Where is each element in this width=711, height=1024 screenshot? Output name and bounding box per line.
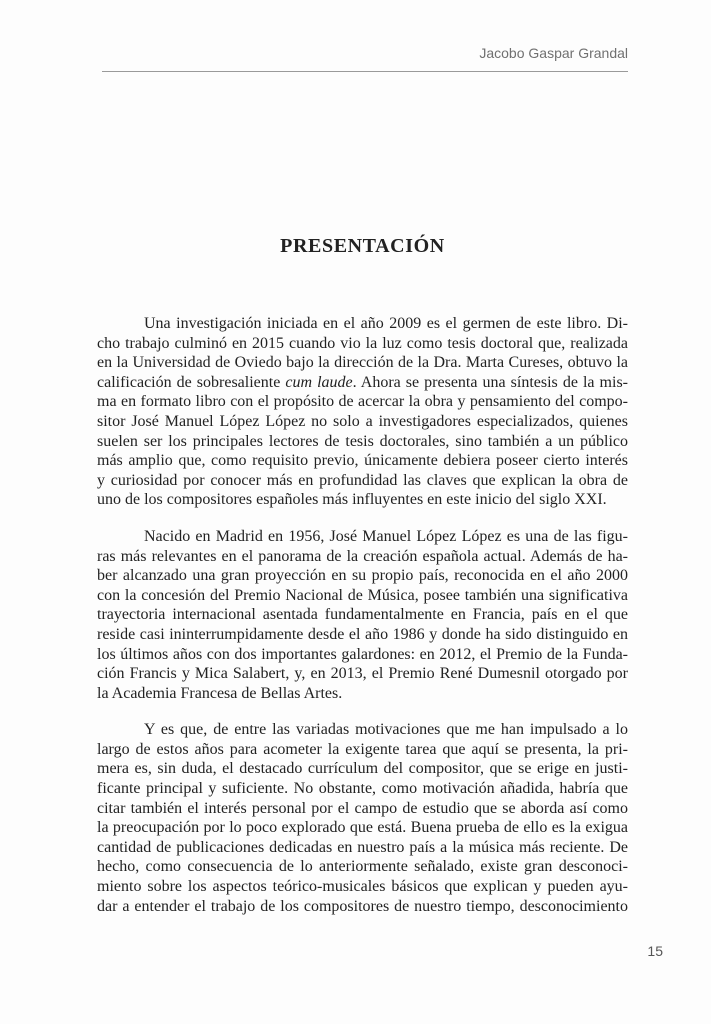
text-segment: Una investigación iniciada en el año 2009 es el germen de este libro. Di- bbox=[144, 315, 628, 332]
text-line bbox=[97, 490, 628, 510]
text-segment: en la Universidad de Oviedo bajo la dirección de la Dra. Marta Cureses, obtuvo la bbox=[97, 354, 628, 372]
text-line bbox=[97, 720, 628, 740]
text-line bbox=[97, 625, 628, 645]
text-segment: sitor José Manuel López López no solo a investigadores especializados, quienes bbox=[97, 412, 628, 430]
text-segment: ma en formato libro con el propósito de acercar la obra y pensamiento del compo- bbox=[97, 393, 628, 411]
text-line bbox=[97, 451, 628, 471]
text-segment: ras más relevantes en el panorama de la creación española actual. Además de ha- bbox=[97, 547, 628, 565]
text-line bbox=[97, 412, 628, 432]
text-line bbox=[97, 527, 628, 547]
text-segment: ción Francis y Mica Salabert, y, en 2013, el Premio René Dumesnil otorgado por bbox=[97, 665, 628, 683]
text-segment: trayectoria internacional asentada fundamentalmente en Francia, país en el que bbox=[97, 606, 628, 624]
text-segment: ficante principal y suficiente. No obstante, como motivación añadida, habría que bbox=[97, 780, 628, 798]
text-line bbox=[97, 740, 628, 760]
text-line bbox=[97, 857, 628, 877]
header-rule bbox=[102, 71, 628, 72]
text-segment: cho trabajo culminó en 2015 cuando vio la luz como tesis doctoral que, realizada bbox=[97, 334, 628, 352]
text-segment: mera es, sin duda, el destacado currículum del compositor, que se erige en justi- bbox=[97, 760, 628, 778]
text-line bbox=[97, 759, 628, 779]
text-line bbox=[97, 897, 628, 917]
text-segment: con la concesión del Premio Nacional de Música, posee también una significativa bbox=[97, 586, 628, 604]
text-segment: . Ahora se presenta una síntesis de la mis- bbox=[352, 373, 629, 391]
text-line bbox=[97, 605, 628, 625]
chapter-title: PRESENTACIÓN bbox=[280, 235, 445, 257]
text-segment: largo de estos años para acometer la exigente tarea que aquí se presenta, la pri- bbox=[97, 740, 628, 758]
paragraph bbox=[97, 314, 628, 510]
text-segment: hecho, como consecuencia de lo anteriormente señalado, existe gran desconoci- bbox=[97, 858, 628, 876]
text-segment: la Academia Francesa de Bellas Artes. bbox=[97, 684, 343, 702]
text-line bbox=[97, 392, 628, 412]
text-line bbox=[97, 664, 628, 684]
text-segment: uno de los compositores españoles más influyentes en este inicio del siglo XXI. bbox=[97, 491, 607, 509]
text-segment: citar también el interés personal por el campo de estudio que se aborda así como bbox=[97, 799, 628, 817]
text-line bbox=[97, 779, 628, 799]
text-line bbox=[97, 547, 628, 567]
text-segment: dar a entender el trabajo de los compositores de nuestro tiempo, desconocimiento bbox=[97, 897, 628, 915]
text-line bbox=[97, 684, 628, 704]
text-segment: ber alcanzado una gran proyección en su propio país, reconocida en el año 2000 bbox=[97, 567, 628, 585]
text-line bbox=[97, 645, 628, 665]
italic-text-segment: cum laude bbox=[285, 373, 353, 391]
text-segment: y curiosidad por conocer más en profundidad las claves que explican la obra de bbox=[97, 471, 628, 489]
text-line bbox=[97, 586, 628, 606]
text-line bbox=[97, 838, 628, 858]
body-text bbox=[97, 314, 628, 933]
text-segment: calificación de sobresaliente bbox=[97, 373, 286, 391]
text-line bbox=[97, 373, 628, 393]
text-line bbox=[97, 432, 628, 452]
text-line bbox=[97, 877, 628, 897]
text-segment: cantidad de publicaciones dedicadas en nuestro país a la música más reciente. De bbox=[97, 838, 628, 856]
page-number: 15 bbox=[647, 943, 663, 959]
text-segment: la preocupación por lo poco explorado que está. Buena prueba de ello es la exigua bbox=[97, 819, 628, 837]
text-line bbox=[97, 353, 628, 373]
text-segment: suelen ser los principales lectores de tesis doctorales, sino también a un público bbox=[97, 432, 628, 450]
text-segment: más amplio que, como requisito previo, únicamente debiera poseer cierto interés bbox=[97, 452, 628, 470]
running-header bbox=[97, 45, 628, 61]
text-segment: Nacido en Madrid en 1956, José Manuel López López es una de las figu- bbox=[144, 527, 628, 545]
text-line bbox=[97, 566, 628, 586]
text-segment: miento sobre los aspectos teórico-musicales básicos que explican y pueden ayu- bbox=[97, 878, 628, 896]
text-line bbox=[97, 314, 628, 334]
paragraph bbox=[97, 720, 628, 916]
text-segment: reside casi ininterrumpidamente desde el año 1986 y donde ha sido distinguido en bbox=[97, 625, 628, 643]
text-segment: los últimos años con dos importantes galardones: en 2012, el Premio de la Funda- bbox=[97, 645, 628, 663]
text-segment: Y es que, de entre las variadas motivaciones que me han impulsado a lo bbox=[144, 721, 628, 739]
text-line bbox=[97, 334, 628, 354]
paragraph bbox=[97, 527, 628, 703]
text-line bbox=[97, 799, 628, 819]
text-line bbox=[97, 818, 628, 838]
author-name: Jacobo Gaspar Grandal bbox=[479, 45, 628, 61]
text-line bbox=[97, 471, 628, 491]
